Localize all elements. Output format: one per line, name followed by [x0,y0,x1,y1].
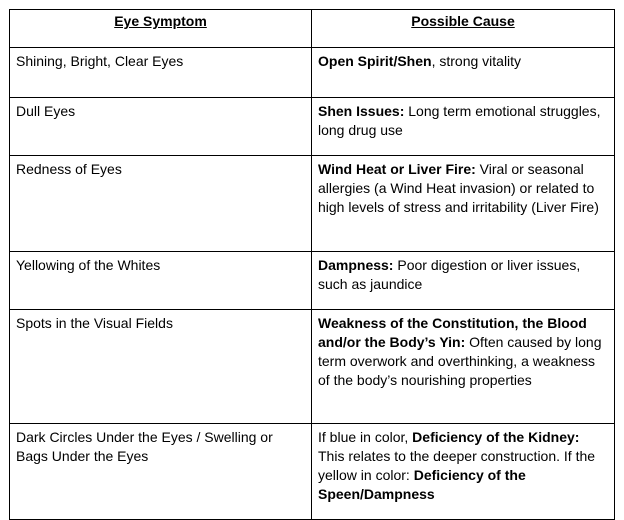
cause-text: This relates to the deeper construction. If the yellow in color: [318,448,596,483]
cause-text: Long term emotional struggles, long drug use [318,103,601,138]
cause-bold: Shen Issues: [318,103,405,119]
cause-bold: Open Spirit/Shen [318,53,432,69]
header-possible-cause: Possible Cause [312,10,615,48]
table-row [10,252,615,310]
cause-bold-secondary: Deficiency of the Speen/Dampness [318,467,526,502]
cause-cell [312,424,615,520]
symptom-cell: Yellowing of the Whites [10,252,312,310]
table-row [10,310,615,424]
header-eye-symptom: Eye Symptom [10,10,312,48]
cause-bold: Weakness of the Constitution, the Blood and/or the Body’s Yin: [318,315,587,350]
table-row [10,48,615,98]
symptom-cell: Shining, Bright, Clear Eyes [10,48,312,98]
cause-prefix: If blue in color, [318,429,413,445]
symptom-cell: Redness of Eyes [10,156,312,252]
table-row [10,424,615,520]
cause-text: , strong vitality [431,53,522,69]
symptom-cell: Spots in the Visual Fields [10,310,312,424]
cause-text: Poor digestion or liver issues, such as jaundice [318,257,581,292]
table-row [10,156,615,252]
cause-cell [312,310,615,424]
header-row [10,10,615,48]
cause-text: Viral or seasonal allergies (a Wind Heat invasion) or related to high levels of stress and irritability (Liver Fire) [318,161,599,215]
cause-text: Often caused by long term overwork and overthinking, a weakness of the body’s nourishing properties [318,334,602,388]
table-row [10,98,615,156]
cause-cell [312,252,615,310]
symptom-cause-table [9,9,615,520]
cause-cell [312,156,615,252]
cause-cell [312,48,615,98]
symptom-cell: Dull Eyes [10,98,312,156]
cause-bold: Wind Heat or Liver Fire: [318,161,476,177]
cause-bold: Dampness: [318,257,394,273]
cause-cell [312,98,615,156]
cause-bold: Deficiency of the Kidney: [412,429,580,445]
symptom-cell: Dark Circles Under the Eyes / Swelling or Bags Under the Eyes [10,424,312,520]
